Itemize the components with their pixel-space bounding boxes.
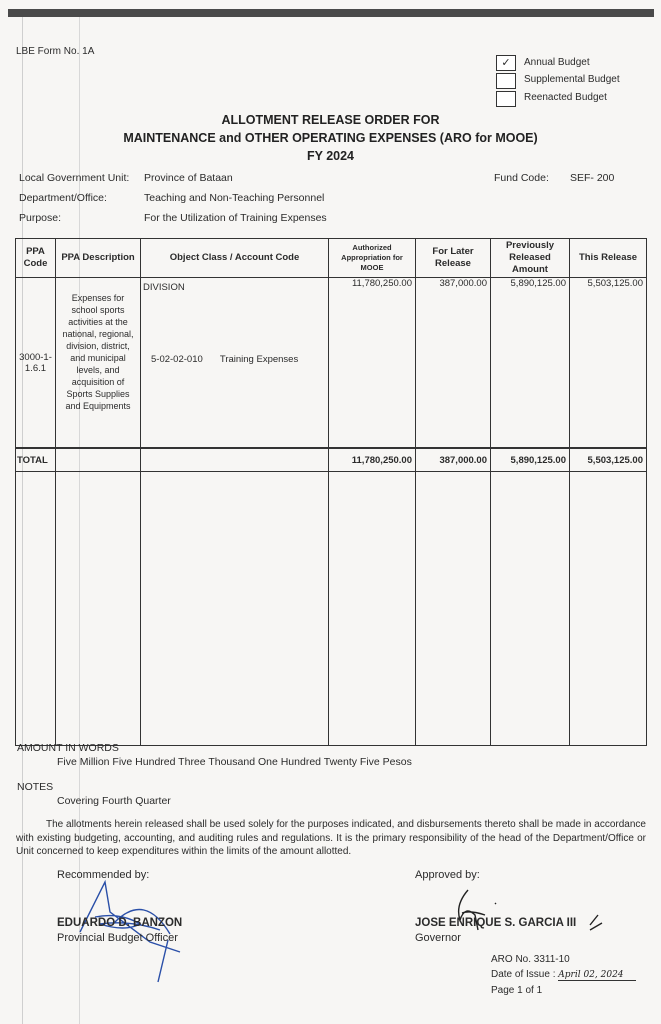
document-title-line2: MAINTENANCE and OTHER OPERATING EXPENSES (ARO for MOOE) — [123, 131, 538, 145]
date-of-issue — [491, 969, 636, 981]
recommended-by-label: Recommended by: — [57, 869, 150, 881]
annual-budget-checkbox[interactable]: ✓ — [496, 55, 516, 71]
header-previously-released: Previously Released Amount — [491, 239, 570, 278]
total-row — [16, 448, 647, 472]
purpose-value: For the Utilization of Training Expenses — [144, 212, 327, 224]
this-release-cell: 5,503,125.00 — [570, 278, 647, 449]
account-name: Training Expenses — [219, 354, 299, 365]
recommender-name: EDUARDO D. BANZON — [57, 917, 183, 929]
page-number: Page 1 of 1 — [491, 985, 543, 996]
document-fiscal-year: FY 2024 — [306, 149, 355, 163]
empty-cell — [141, 472, 329, 746]
empty-cell — [56, 472, 141, 746]
supplemental-budget-label: Supplemental Budget — [524, 74, 620, 85]
total-later-release: 387,000.00 — [416, 448, 491, 472]
scan-top-edge — [8, 9, 654, 17]
empty-cell — [570, 472, 647, 746]
approved-by-label: Approved by: — [415, 869, 480, 881]
empty-cell — [16, 472, 56, 746]
total-this-release: 5,503,125.00 — [570, 448, 647, 472]
table-header-row — [16, 239, 647, 278]
empty-cell — [141, 448, 329, 472]
previously-released-cell: 5,890,125.00 — [491, 278, 570, 449]
recommender-position: Provincial Budget Officer — [57, 932, 178, 944]
supplemental-budget-checkbox[interactable] — [496, 73, 516, 89]
approver-name: JOSE ENRIQUE S. GARCIA III — [415, 917, 577, 929]
object-class-cell — [141, 278, 329, 449]
fund-code-label: Fund Code: — [494, 172, 549, 184]
later-release-cell: 387,000.00 — [416, 278, 491, 449]
legal-paragraph: The allotments herein released shall be used solely for the purposes indicated, and disbursements thereto shall be made in accordance with existing budgeting, accounting, and auditing rules and regulations. It is the primary responsibility of the head of the Department/Office or Unit concerned to keep expenditures within the limits of the amount allotted. — [16, 819, 646, 857]
date-of-issue-label: Date of Issue : — [491, 969, 556, 980]
empty-cell — [56, 448, 141, 472]
total-label: TOTAL — [16, 448, 56, 472]
reenacted-budget-label: Reenacted Budget — [524, 92, 607, 103]
allotment-table — [15, 238, 647, 746]
department-label: Department/Office: — [19, 192, 107, 204]
empty-cell — [491, 472, 570, 746]
form-number: LBE Form No. 1A — [16, 46, 95, 57]
blank-row — [16, 472, 647, 746]
lgu-label: Local Government Unit: — [19, 172, 130, 184]
empty-cell — [329, 472, 416, 746]
amount-in-words-label: AMOUNT IN WORDS — [17, 742, 119, 754]
total-previously-released: 5,890,125.00 — [491, 448, 570, 472]
department-value: Teaching and Non-Teaching Personnel — [144, 192, 325, 204]
document-title-line1: ALLOTMENT RELEASE ORDER FOR — [221, 113, 440, 127]
header-object-class: Object Class / Account Code — [141, 239, 329, 278]
notes-value: Covering Fourth Quarter — [57, 795, 171, 807]
account-code: 5-02-02-010 — [151, 354, 203, 365]
reenacted-budget-checkbox[interactable] — [496, 91, 516, 107]
purpose-label: Purpose: — [19, 212, 62, 224]
amount-in-words-value: Five Million Five Hundred Three Thousand One Hundred Twenty Five Pesos — [57, 756, 412, 768]
header-ppa-code: PPA Code — [16, 239, 56, 278]
authorized-amount-cell: 11,780,250.00 — [329, 278, 416, 449]
notes-label: NOTES — [17, 781, 54, 793]
fund-code-value: SEF- 200 — [570, 172, 615, 184]
header-this-release: This Release — [570, 239, 647, 278]
lgu-value: Province of Bataan — [144, 172, 233, 184]
signature-banzon — [70, 872, 200, 987]
empty-cell — [416, 472, 491, 746]
total-authorized: 11,780,250.00 — [329, 448, 416, 472]
annual-budget-label: Annual Budget — [524, 57, 590, 68]
group-label: DIVISION — [143, 282, 185, 293]
ppa-code-cell: 3000-1-1.6.1 — [16, 278, 56, 449]
approver-position: Governor — [415, 932, 461, 944]
table-row — [16, 278, 647, 449]
account-line — [141, 354, 328, 365]
header-ppa-description: PPA Description — [56, 239, 141, 278]
aro-number: ARO No. 3311-10 — [491, 954, 570, 965]
signature-garcia — [440, 885, 610, 945]
header-authorized-appropriation: Authorized Appropriation for MOOE — [329, 239, 416, 278]
ppa-description-cell: Expenses for school sports activities at the national, regional, division, district, and municipal levels, and acquisition of Sports Supplies and Equipments — [56, 278, 141, 449]
date-of-issue-value: April 02, 2024 — [558, 970, 636, 981]
header-for-later-release: For Later Release — [416, 239, 491, 278]
